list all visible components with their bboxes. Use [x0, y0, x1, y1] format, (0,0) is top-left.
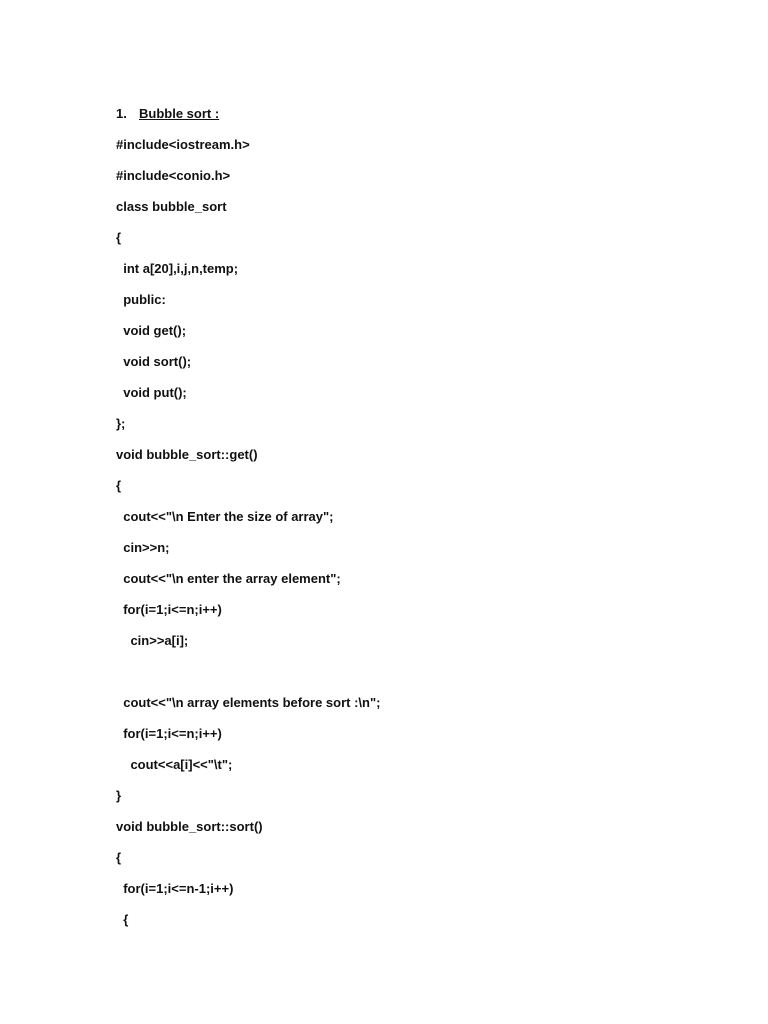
section-heading: [116, 106, 219, 121]
code-line: }: [116, 788, 122, 803]
code-line: cin>>n;: [116, 540, 170, 555]
code-line: void sort();: [116, 354, 192, 369]
code-block: [116, 137, 736, 943]
section-number: 1.: [116, 106, 127, 121]
code-line: void bubble_sort::sort(): [116, 819, 263, 834]
code-line: cout<<a[i]<<"\t";: [116, 757, 233, 772]
code-line: for(i=1;i<=n;i++): [116, 726, 222, 741]
code-line: cout<<"\n array elements before sort :\n";: [116, 695, 381, 710]
code-line: {: [116, 850, 122, 865]
code-line: {: [116, 230, 122, 245]
code-line: void get();: [116, 323, 187, 338]
code-line: cout<<"\n Enter the size of array";: [116, 509, 334, 524]
code-line: {: [116, 912, 129, 927]
code-line: void put();: [116, 385, 187, 400]
code-line: for(i=1;i<=n-1;i++): [116, 881, 234, 896]
code-line: cin>>a[i];: [116, 633, 189, 648]
code-line: for(i=1;i<=n;i++): [116, 602, 222, 617]
code-line: int a[20],i,j,n,temp;: [116, 261, 239, 276]
code-line: public:: [116, 292, 166, 307]
code-line-blank: [116, 664, 736, 695]
code-line: class bubble_sort: [116, 199, 227, 214]
code-line: cout<<"\n enter the array element";: [116, 571, 341, 586]
code-line: };: [116, 416, 126, 431]
code-line: #include<iostream.h>: [116, 137, 250, 152]
code-line: {: [116, 478, 122, 493]
code-line: #include<conio.h>: [116, 168, 231, 183]
section-title: Bubble sort :: [139, 106, 220, 121]
code-line: void bubble_sort::get(): [116, 447, 258, 462]
